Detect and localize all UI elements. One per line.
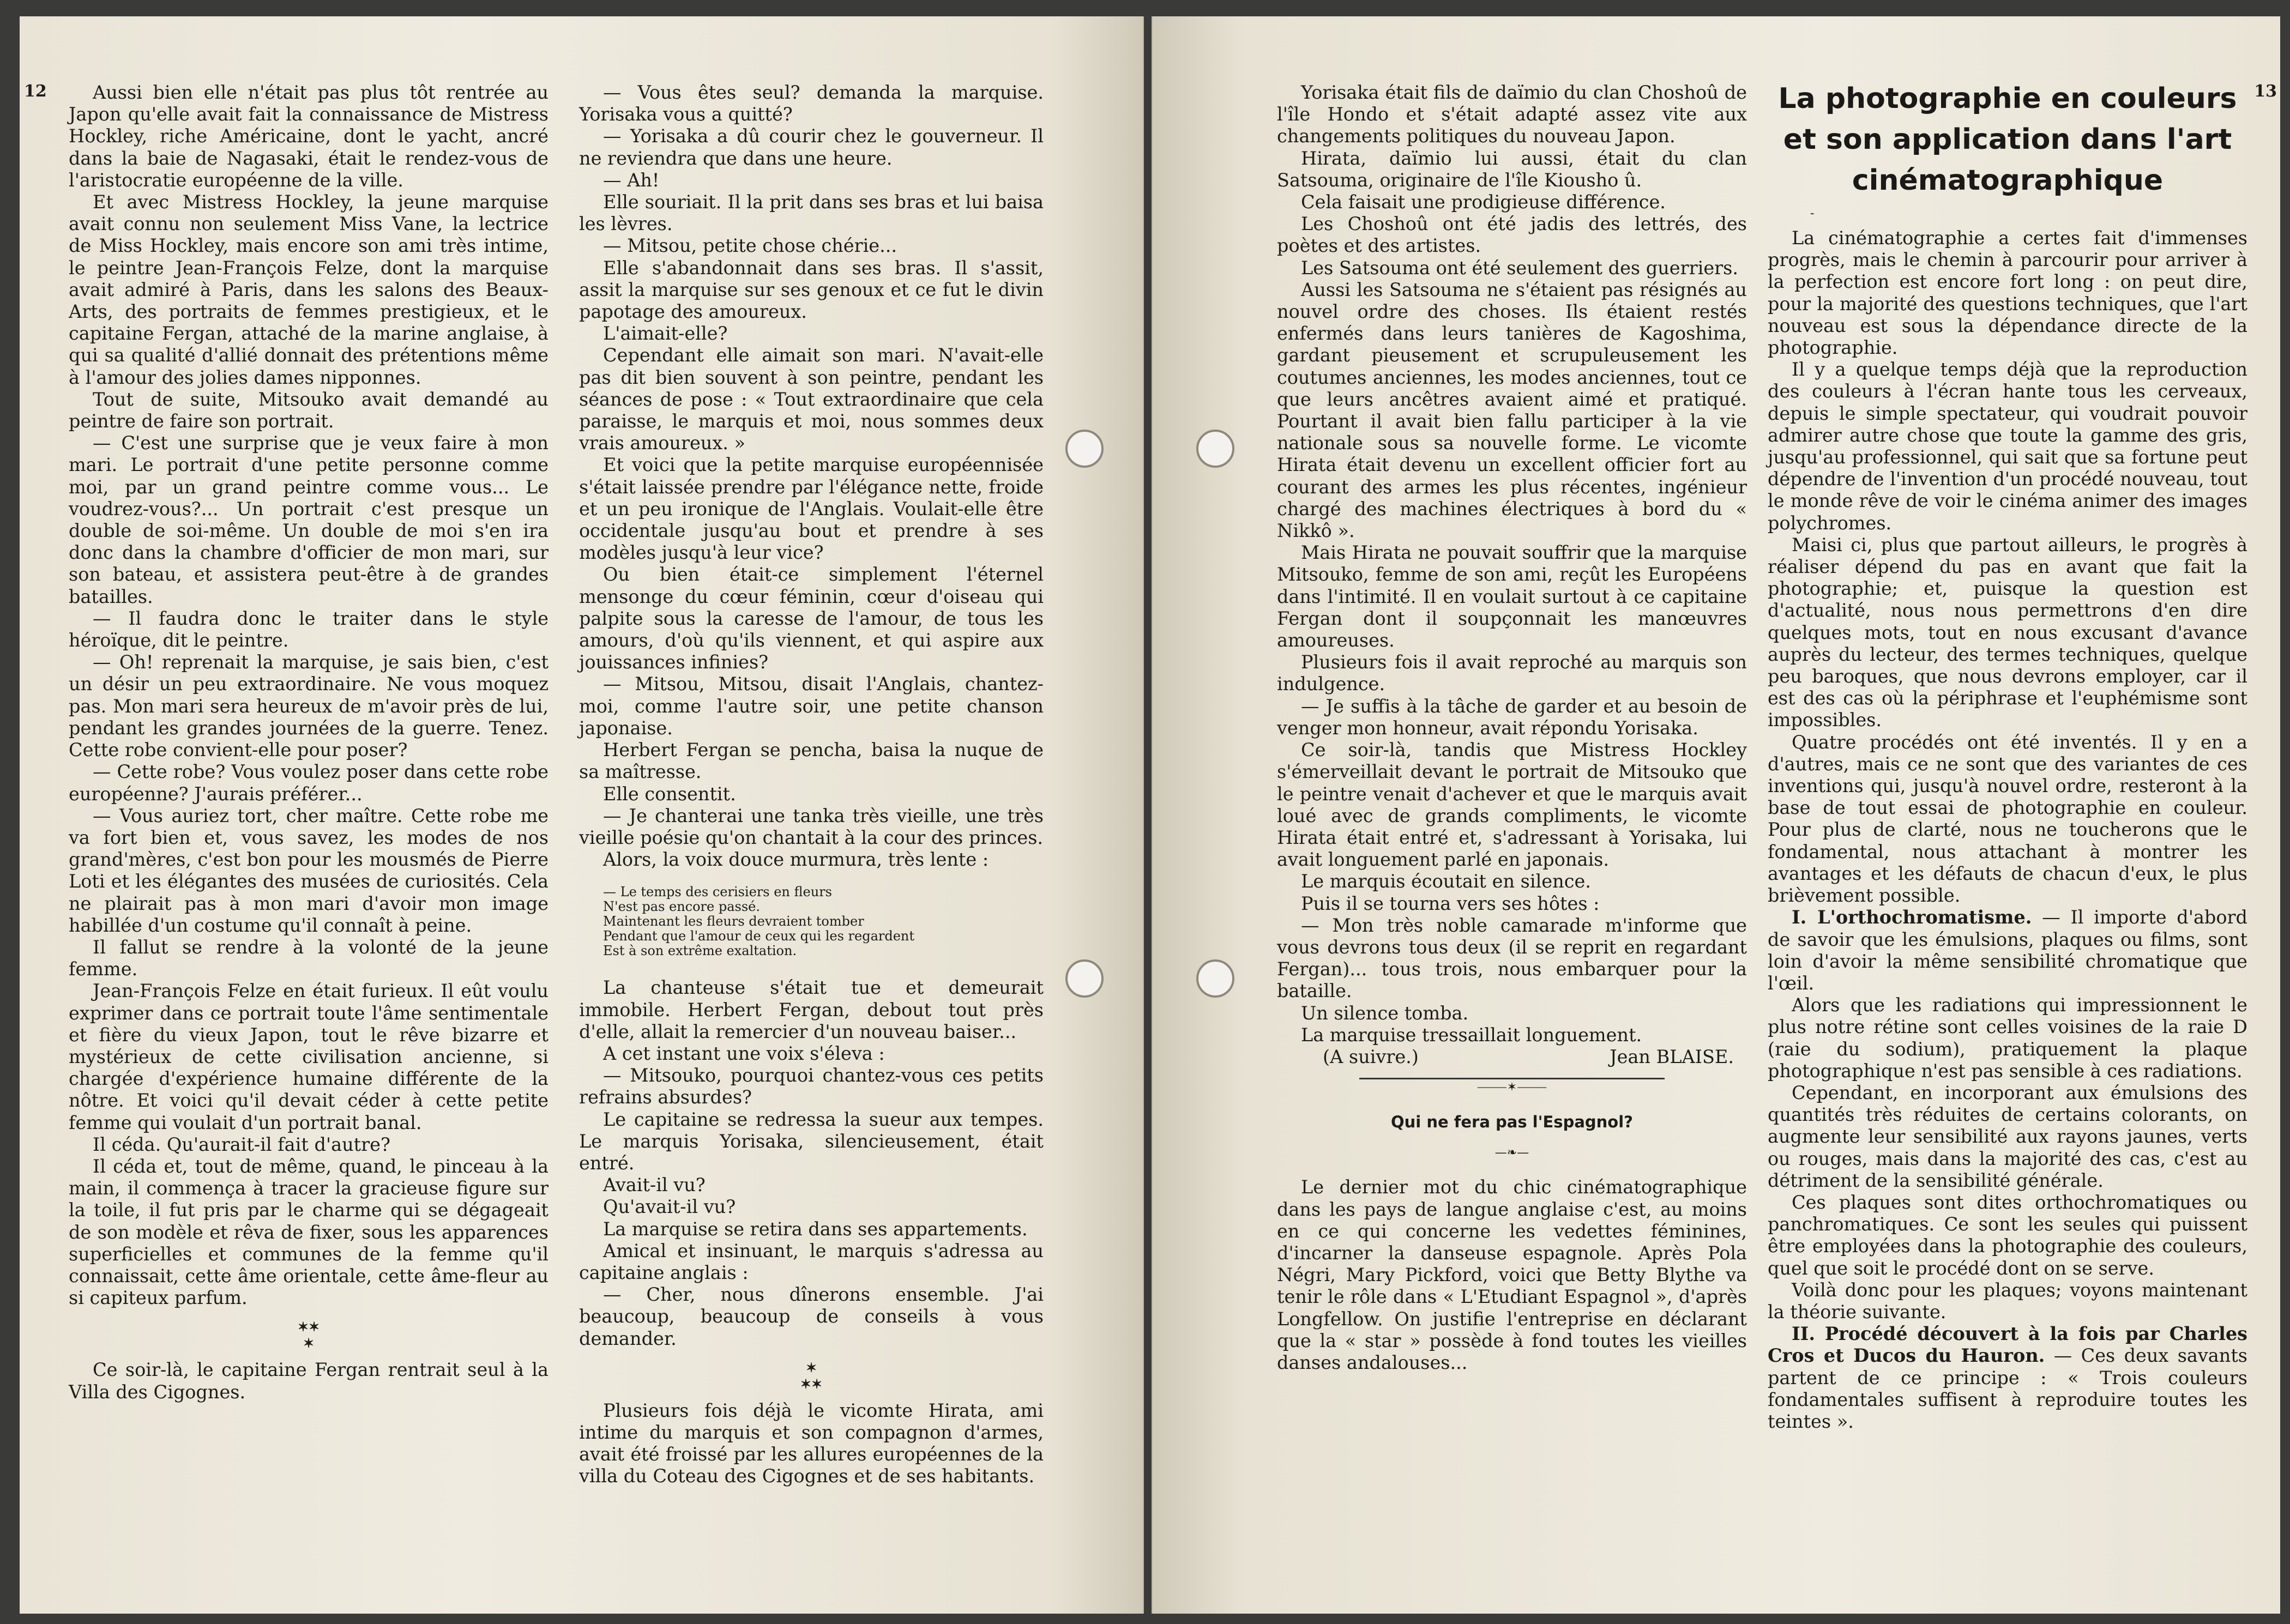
paragraph: Alors que les radiations qui impressionnent le plus notre rétine sont celles voisines de la raie D (raie du sodium), pratiquement la plaque photographique n'est pas sensible à ces radiations. bbox=[1768, 994, 2247, 1082]
paragraph: Voilà donc pour les plaques; voyons maintenant la théorie suivante. bbox=[1768, 1279, 2247, 1323]
section-heading: I. L'orthochromatisme. bbox=[1792, 907, 2032, 928]
paragraph: — Oh! reprenait la marquise, je sais bien, c'est un désir un peu extraordinaire. Ne vous moquez pas. Mon mari sera heureux de m'avoir près de lui, pendant les grandes journées de la guerre. Tenez. Cette robe convient-elle pour poser? bbox=[69, 651, 549, 761]
paragraph: Amical et insinuant, le marquis s'adressa au capitaine anglais : bbox=[579, 1240, 1044, 1283]
paragraph: Plusieurs fois déjà le vicomte Hirata, ami intime du marquis et son compagnon d'armes, avait été froissé par les allures européennes de la villa du Coteau des Cigognes et de ses habitants. bbox=[579, 1399, 1044, 1487]
page-number-right: 13 bbox=[2254, 82, 2277, 101]
paragraph: — Je chanterai une tanka très vieille, une très vieille poésie qu'on chantait à la cour des princes. bbox=[579, 805, 1044, 848]
paragraph: La cinématographie a certes fait d'immenses progrès, mais le chemin à parcourir pour arriver à la perfection est encore fort long : on peut dire, pour la majorité des questions techniques, que l'art nouveau est sous la dépendance directe de la photographie. bbox=[1768, 227, 2247, 359]
paragraph: Le marquis écoutait en silence. bbox=[1301, 871, 1591, 892]
paragraph: Qu'avait-il vu? bbox=[603, 1196, 736, 1218]
column-3-paragraphs bbox=[1277, 82, 1747, 1046]
paragraph: Il céda. Qu'aurait-il fait d'autre? bbox=[93, 1133, 390, 1155]
paragraph: Aussi bien elle n'était pas plus tôt rentrée au Japon qu'elle avait fait la connaissance de Mistress Hockley, riche Américaine, dont le yacht, ancré dans la baie de Nagasaki, était le rendez-vous de l'aristocratie européenne de la ville. bbox=[69, 82, 549, 191]
paragraph: Elle s'abandonnait dans ses bras. Il s'assit, assit la marquise sur ses genoux et ce fut le divin papotage des amoureux. bbox=[579, 257, 1044, 323]
paragraph: — Mon très noble camarade m'informe que vous devrons tous deux (il se reprit en regardant Fergan)... tous trois, nous embarquer pour la bataille. bbox=[1277, 914, 1747, 1002]
title-mark: - bbox=[1810, 207, 1815, 220]
binder-hole bbox=[1196, 959, 1234, 998]
paragraph: Herbert Fergan se pencha, baisa la nuque de sa maîtresse. bbox=[579, 739, 1044, 783]
paragraph: A cet instant une voix s'éleva : bbox=[603, 1042, 885, 1064]
paragraph: — Yorisaka a dû courir chez le gouverneur. Il ne reviendra que dans une heure. bbox=[579, 125, 1044, 169]
column-2b-paragraphs bbox=[579, 977, 1044, 1349]
paragraph: — Ah! bbox=[603, 169, 660, 191]
column-2a-paragraphs bbox=[579, 82, 1044, 871]
poem-line: Maintenant les fleurs devraient tomber bbox=[603, 914, 864, 929]
paragraph: Quatre procédés ont été inventés. Il y en a d'autres, mais ce ne sont que des variantes de ces inventions qui, jusqu'à nouvel ordre, resteront à la base de tout essai de photographie en couleur. Pour plus de clarté, nous ne toucherons que le fondamental, nous attachant à montrer les avantages et les défauts de chacun d'eux, le plus brièvement possible. bbox=[1768, 731, 2247, 907]
column-4b-paragraphs bbox=[1768, 994, 2247, 1323]
paragraph: Il céda et, tout de même, quand, le pinceau à la main, il commença à tracer la gracieuse figure sur la toile, il fut pris par le charme qui se dégageait de son modèle et rêva de fixer, sous les apparences superficielles et communes de la femme qu'il connaissait, cette âme orientale, cette âme-fleur au si capiteux parfum. bbox=[69, 1155, 549, 1309]
paragraph: Le dernier mot du chic cinématographique dans les pays de langue anglaise c'est, au moins en ce qui concerne les vedettes féminines, d'incarner la danseuse espagnole. Après Pola Négri, Mary Pickford, voici que Betty Blythe va tenir le rôle dans « L'Etudiant Espagnol », d'après Longfellow. On justifie l'entreprise en déclarant que la « star » possède à fond toutes les vieilles danses andalouses... bbox=[1277, 1176, 1747, 1373]
paragraph: La marquise se retira dans ses appartements. bbox=[603, 1218, 1028, 1240]
paragraph: Le capitaine se redressa la sueur aux tempes. Le marquis Yorisaka, silencieusement, était entré. bbox=[579, 1108, 1044, 1174]
paragraph: Les Satsouma ont été seulement des guerriers. bbox=[1301, 257, 1739, 279]
paragraph: Cependant, en incorporant aux émulsions des quantités très réduites de certains colorants, on augmente leur sensibilité aux rayons jaunes, verts ou rouges, mais dans la majorité des cas, c'est au détriment de la sensibilité générale. bbox=[1768, 1082, 2247, 1191]
paragraph: — Je suffis à la tâche de garder et au besoin de venger mon honneur, avait répondu Yorisaka. bbox=[1277, 695, 1747, 739]
paragraph: La marquise tressaillait longuement. bbox=[1301, 1024, 1642, 1046]
author-name: Jean BLAISE. bbox=[1610, 1046, 1734, 1067]
left-column-1 bbox=[69, 82, 549, 1403]
paragraph: Aussi les Satsouma ne s'étaient pas résignés au nouvel ordre des choses. Ils étaient restés enfermés dans leurs tanières de Kagoshima, gardant pieusement et scrupuleusement les coutumes anciennes, les modes anciennes, tout ce que leurs ancêtres avaient aimé et pratiqué. Pourtant il avait bien fallu participer à la vie nationale sous sa nouvelle forme. Le vicomte Hirata était devenu un excellent officier fort au courant des armes les plus récentes, ingénieur chargé des machines électriques à bord du « Nikkô ». bbox=[1277, 279, 1747, 542]
paragraph: Jean-François Felze en était furieux. Il eût voulu exprimer dans ce portrait toute l'âme sentimentale et fière du vieux Japon, tout le rêve bizarre et mystérieux de cette civilisation ancienne, si chargée d'expérience humaine différente de la nôtre. Et voici qu'il devait céder à cette petite femme qui voulait d'un portrait banal. bbox=[69, 980, 549, 1133]
article-title: La photographie en couleurs et son application dans l'art cinématographique bbox=[1778, 82, 2237, 197]
paragraph: Elle souriait. Il la prit dans ses bras et lui baisa les lèvres. bbox=[579, 191, 1044, 235]
binder-hole bbox=[1065, 959, 1104, 998]
paragraph: Plusieurs fois il avait reproché au marquis son indulgence. bbox=[1277, 651, 1747, 695]
paragraph: Ce soir-là, le capitaine Fergan rentrait seul à la Villa des Cigognes. bbox=[69, 1359, 549, 1403]
right-page bbox=[1152, 16, 2280, 1614]
paragraph: — Vous auriez tort, cher maître. Cette robe me va fort bien et, vous savez, les modes de nos grand'mères, c'est bon pour les mousmés de Pierre Loti et les élégantes des musées de curiosités. Cela ne plairait pas à mon mari d'avoir mon image habillée d'un costume qu'il connaît à peine. bbox=[69, 805, 549, 936]
section-1 bbox=[1768, 907, 2247, 994]
paragraph: — C'est une surprise que je veux faire à mon mari. Le portrait d'une petite personne comme moi, par un grand peintre comme vous... Le voudrez-vous?... Un portrait c'est presque un double de soi-même. Un double de moi s'en ira donc dans la chambre d'officier de mon mari, sur son bateau, et assistera peut-être à de grandes batailles. bbox=[69, 432, 549, 607]
paragraph: Un silence tomba. bbox=[1301, 1002, 1469, 1024]
article-subheading: Qui ne fera pas l'Espagnol? bbox=[1391, 1113, 1633, 1132]
column-4-paragraphs bbox=[1768, 227, 2247, 907]
paragraph: Avait-il vu? bbox=[603, 1174, 706, 1196]
binder-hole bbox=[1196, 430, 1234, 468]
paragraph: L'aimait-elle? bbox=[603, 323, 728, 345]
left-page bbox=[20, 16, 1144, 1614]
right-column-1 bbox=[1277, 82, 1747, 1374]
divider bbox=[1359, 1078, 1665, 1079]
paragraph: — Mitsou, petite chose chérie... bbox=[603, 235, 897, 257]
signature-line bbox=[1277, 1046, 1747, 1068]
paragraph: Mais Hirata ne pouvait souffrir que la marquise Mitsouko, femme de son ami, reçût les Européens dans l'intimité. Il en voulait surtout à ce capitaine Fergan dont il soupçonnait les manœuvres amoureuses. bbox=[1277, 542, 1747, 651]
poem-line: Pendant que l'amour de ceux qui les regardent bbox=[603, 928, 915, 944]
paragraph: — Mitsou, Mitsou, disait l'Anglais, chantez-moi, comme l'autre soir, une petite chanson japonaise. bbox=[579, 673, 1044, 739]
left-column-2 bbox=[579, 82, 1044, 1488]
paragraph: Les Choshoû ont été jadis des lettrés, des poètes et des artistes. bbox=[1277, 213, 1747, 257]
section-2 bbox=[1768, 1323, 2247, 1433]
paragraph: Yorisaka était fils de daïmio du clan Choshoû de l'île Hondo et s'était adapté assez vite aux changements politiques du nouveau Japon. bbox=[1277, 82, 1747, 147]
paragraph: — Il faudra donc le traiter dans le style héroïque, dit le peintre. bbox=[69, 607, 549, 651]
poem-line: — Le temps des cerisiers en fleurs bbox=[603, 884, 832, 900]
paragraph: — Mitsouko, pourquoi chantez-vous ces petits refrains absurdes? bbox=[579, 1065, 1044, 1108]
to-be-continued: (A suivre.) bbox=[1323, 1046, 1419, 1067]
paragraph: Maisi ci, plus que partout ailleurs, le progrès à réaliser dépend du pas en avant que fait la photographie; et, puisque la question est d'actualité, nous nous permettrons d'en dire quelques mots, tout en nous excusant d'avance auprès du lecteur, des termes techniques, quelque peu baroques, que nous devrons employer, car il est des cas où la périphrase et l'euphémisme sont impossibles. bbox=[1768, 534, 2247, 731]
binder-hole bbox=[1065, 430, 1104, 468]
ornament: —❧— bbox=[1494, 1146, 1529, 1160]
paragraph: Cependant elle aimait son mari. N'avait-elle pas dit bien souvent à son peintre, pendant les séances de pose : « Tout extraordinaire que cela paraisse, le marquis et moi, nous sommes deux vrais amoureux. » bbox=[579, 345, 1044, 454]
poem-line: N'est pas encore passé. bbox=[603, 899, 760, 915]
paragraph: Il fallut se rendre à la volonté de la jeune femme. bbox=[69, 936, 549, 980]
paragraph: Elle consentit. bbox=[603, 783, 736, 805]
tanka-poem bbox=[603, 885, 1044, 958]
paragraph: Alors, la voix douce murmura, très lente : bbox=[603, 849, 989, 871]
paragraph: Puis il se tourna vers ses hôtes : bbox=[1301, 892, 1600, 914]
paragraph: Cela faisait une prodigieuse différence. bbox=[1301, 191, 1666, 213]
paragraph: Et voici que la petite marquise européennisée s'était laissée prendre par l'élégance nette, froide et un peu ironique de l'Anglais. Voulait-elle être occidentale jusqu'au bout et prendre à ses modèles jusqu'à leur vice? bbox=[579, 454, 1044, 564]
paragraph: Tout de suite, Mitsouko avait demandé au peintre de faire son portrait. bbox=[69, 388, 549, 432]
ornament: ⸻✶⸻ bbox=[1477, 1080, 1547, 1095]
poem-line: Est à son extrême exaltation. bbox=[603, 943, 797, 959]
section-heading: II. Procédé découvert à la fois par Charles Cros et Ducos du Hauron. bbox=[1768, 1323, 2247, 1367]
section-text: — Ces deux savants partent de ce principe : « Trois couleurs fondamentales suffisent à reproduire toutes les teintes ». bbox=[1768, 1345, 2247, 1432]
paragraph: Hirata, daïmio lui aussi, était du clan Satsouma, originaire de l'île Kiousho û. bbox=[1277, 147, 1747, 191]
column-3b-paragraphs bbox=[1277, 1176, 1747, 1374]
paragraph: Et avec Mistress Hockley, la jeune marquise avait connu non seulement Miss Vane, la lectrice de Miss Hockley, mais encore son ami très intime, le peintre Jean-François Felze, dont la marquise avait admiré à Paris, dans les salons des Beaux-Arts, des portraits de femmes prestigieux, et le capitaine Fergan, attaché de la marine anglaise, à qui sa qualité d'allié donnait des prétentions même à l'amour des jolies dames nipponnes. bbox=[69, 191, 549, 388]
section-stars: ✶ ✶✶ bbox=[800, 1359, 823, 1392]
paragraph: — Vous êtes seul? demanda la marquise. Yorisaka vous a quitté? bbox=[579, 82, 1044, 125]
paragraph: La chanteuse s'était tue et demeurait immobile. Herbert Fergan, debout tout près d'elle, allait la remercier d'un nouveau baiser... bbox=[579, 977, 1044, 1042]
section-stars: ✶✶ ✶ bbox=[297, 1319, 320, 1351]
paragraph: — Cette robe? Vous voulez poser dans cette robe européenne? J'aurais préférer... bbox=[69, 761, 549, 805]
right-column-2 bbox=[1768, 82, 2247, 1433]
paragraph: Ces plaques sont dites orthochromatiques ou panchromatiques. Ce sont les seules qui puissent être employées dans la photographie des couleurs, quel que soit le procédé dont on se serve. bbox=[1768, 1191, 2247, 1279]
paragraph: Ce soir-là, tandis que Mistress Hockley s'émerveillait devant le portrait de Mitsouko que le peintre venait d'achever et que le marquis avait loué avec de grands compliments, le vicomte Hirata était entré et, s'adressant à Yorisaka, lui avait longuement parlé en japonais. bbox=[1277, 739, 1747, 871]
section-text: — Il importe d'abord de savoir que les émulsions, plaques ou films, sont loin d'avoir la même sensibilité chromatique que l'œil. bbox=[1768, 907, 2248, 994]
page-number-left: 12 bbox=[24, 82, 47, 101]
paragraph: Il y a quelque temps déjà que la reproduction des couleurs à l'écran hante tous les cerveaux, depuis le simple spectateur, qui voudrait pouvoir admirer autre chose que toute la gamme des gris, jusqu'au professionnel, qui sait que sa fortune peut dépendre de l'invention d'un procédé nouveau, tout le monde rêve de voir le cinéma animer des images polychromes. bbox=[1768, 359, 2247, 534]
column-1-paragraphs bbox=[69, 82, 549, 1309]
paragraph: Ou bien était-ce simplement l'éternel mensonge du cœur féminin, cœur d'oiseau qui palpite sous la caresse de l'amour, de tous les amours, d'où qu'ils viennent, et qui aspire aux jouissances infinies? bbox=[579, 564, 1044, 673]
paragraph: — Cher, nous dînerons ensemble. J'ai beaucoup, beaucoup de conseils à vous demander. bbox=[579, 1284, 1044, 1349]
